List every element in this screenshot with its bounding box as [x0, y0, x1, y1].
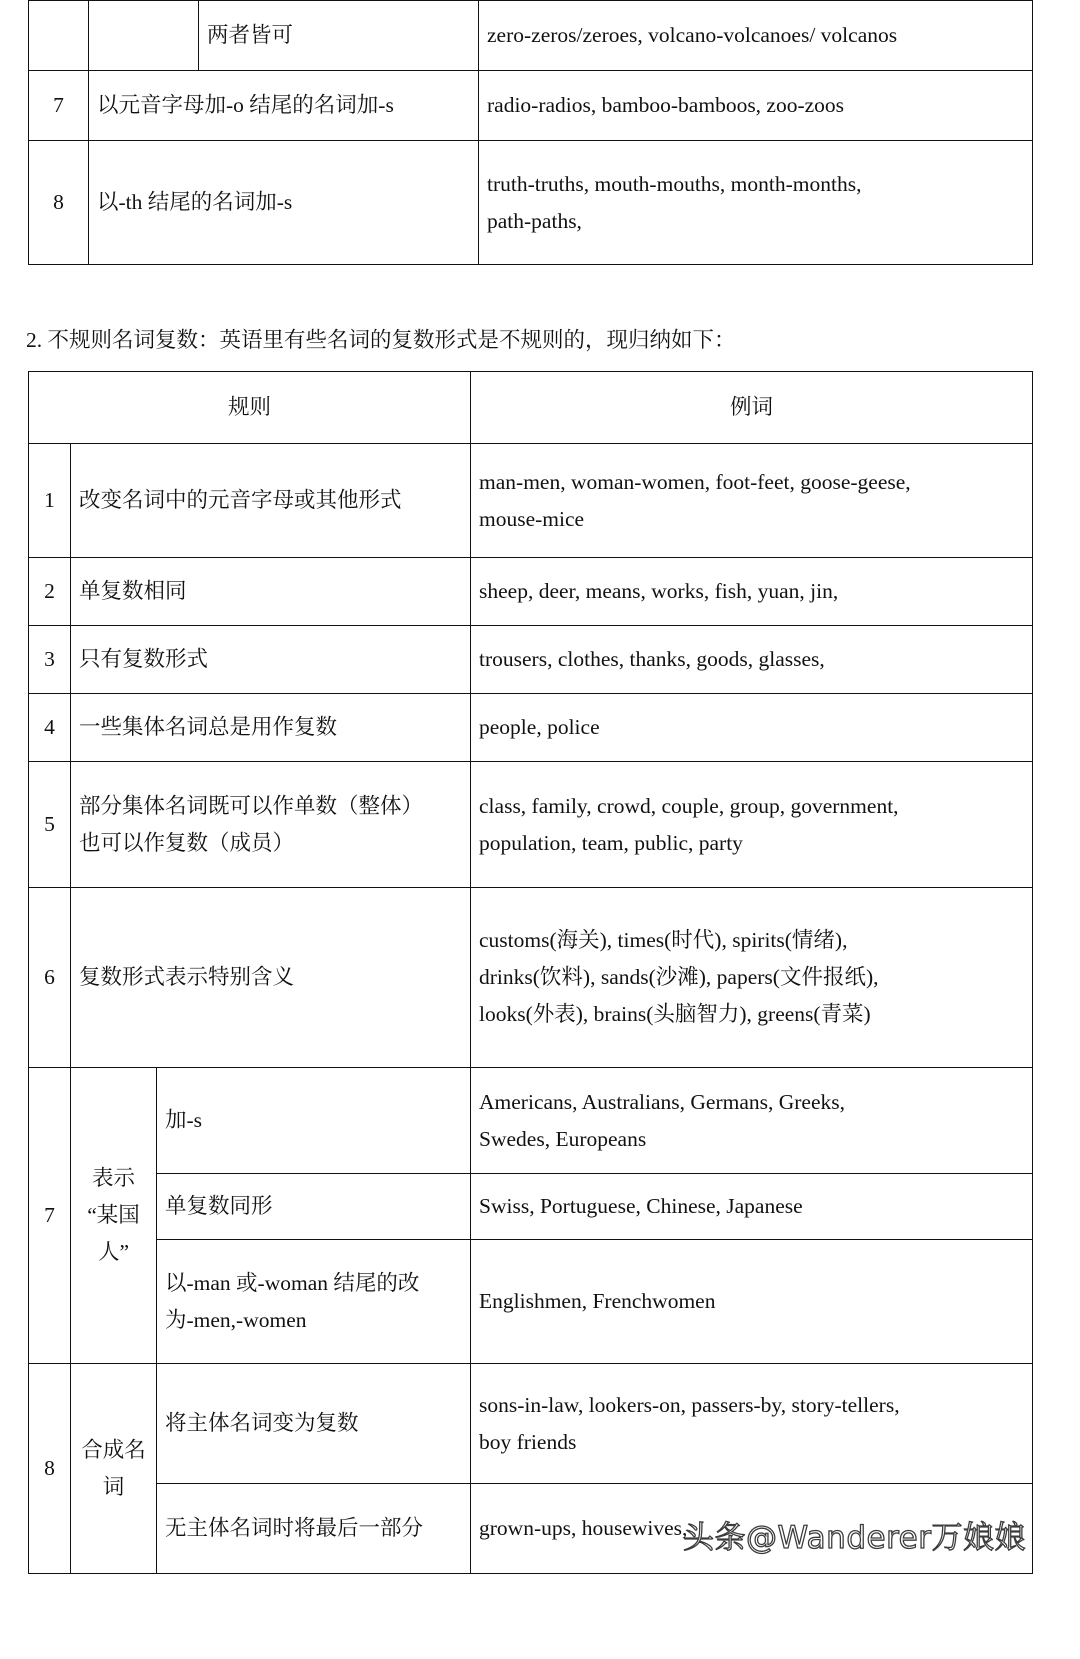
group-label-line: 人” — [97, 1240, 130, 1265]
rule-line: 也可以作复数（成员） — [79, 830, 295, 855]
subrule-cell: 加-s — [157, 1068, 471, 1174]
table-row — [29, 444, 1033, 558]
table-row — [29, 626, 1033, 694]
example-line: people, police — [479, 715, 600, 740]
example-line: mouse-mice — [479, 506, 585, 531]
examples-cell — [471, 626, 1033, 694]
examples-cell — [471, 1484, 1033, 1574]
table-header-row — [29, 372, 1033, 444]
table-row — [29, 1240, 1033, 1364]
rule-line: 部分集体名词既可以作单数（整体） — [79, 793, 424, 818]
subrule-cell — [157, 1240, 471, 1364]
table-row — [29, 1174, 1033, 1240]
example-line: trousers, clothes, thanks, goods, glasses, — [479, 647, 825, 672]
rule-main-cell — [89, 1, 199, 71]
example-line: sheep, deer, means, works, fish, yuan, jin, — [479, 579, 839, 604]
column-header-examples: 例词 — [471, 372, 1033, 444]
group-label-cell — [71, 1364, 157, 1574]
group-label-line: 合成名 — [81, 1437, 146, 1462]
example-line: sons-in-law, lookers-on, passers-by, story-tellers, — [479, 1392, 900, 1417]
examples-cell — [471, 1068, 1033, 1174]
rule-cell: 复数形式表示特别含义 — [71, 888, 471, 1068]
table-row — [29, 141, 1033, 265]
example-line: boy friends — [479, 1429, 577, 1454]
rule-cell: 一些集体名词总是用作复数 — [71, 694, 471, 762]
table-row — [29, 1, 1033, 71]
example-line: grown-ups, housewives, — [479, 1516, 688, 1541]
table-row — [29, 762, 1033, 888]
row-number: 6 — [29, 888, 71, 1068]
example-line: Swedes, Europeans — [479, 1126, 647, 1151]
example-line: Swiss, Portuguese, Chinese, Japanese — [479, 1194, 803, 1219]
example-line: Americans, Australians, Germans, Greeks, — [479, 1089, 846, 1114]
group-label-cell — [71, 1068, 157, 1364]
examples-cell — [471, 1364, 1033, 1484]
example-line: drinks(饮料), sands(沙滩), papers(文件报纸), — [479, 965, 879, 990]
row-number: 8 — [29, 141, 89, 265]
rule-cell: 以元音字母加-o 结尾的名词加-s — [89, 71, 479, 141]
row-number: 8 — [29, 1364, 71, 1574]
subrule-cell: 无主体名词时将最后一部分 — [157, 1484, 471, 1574]
examples-cell — [471, 1174, 1033, 1240]
example-line: looks(外表), brains(头脑智力), greens(青菜) — [479, 1002, 871, 1027]
example-line: zero-zeros/zeroes, volcano-volcanoes/ volcanos — [487, 23, 898, 48]
row-number — [29, 1, 89, 71]
examples-cell — [479, 1, 1033, 71]
examples-cell — [471, 1240, 1033, 1364]
table-row — [29, 71, 1033, 141]
irregular-plurals-table — [28, 371, 1033, 1574]
table-row — [29, 1484, 1033, 1574]
group-label-line: 词 — [102, 1474, 125, 1499]
example-line: Englishmen, Frenchwomen — [479, 1289, 716, 1314]
row-number: 5 — [29, 762, 71, 888]
row-number: 7 — [29, 1068, 71, 1364]
rule-cell: 改变名词中的元音字母或其他形式 — [71, 444, 471, 558]
examples-cell — [479, 141, 1033, 265]
row-number: 1 — [29, 444, 71, 558]
examples-cell — [471, 558, 1033, 626]
example-line: path-paths, — [487, 208, 582, 233]
example-line: man-men, woman-women, foot-feet, goose-geese, — [479, 469, 911, 494]
example-line: truth-truths, mouth-mouths, month-months, — [487, 171, 862, 196]
examples-cell — [471, 694, 1033, 762]
rule-cell: 只有复数形式 — [71, 626, 471, 694]
example-line: customs(海关), times(时代), spirits(情绪), — [479, 928, 848, 953]
table-row — [29, 694, 1033, 762]
row-number: 3 — [29, 626, 71, 694]
rule-line: 为-men,-women — [165, 1307, 307, 1332]
rule-cell: 单复数相同 — [71, 558, 471, 626]
table-row — [29, 888, 1033, 1068]
examples-cell — [471, 444, 1033, 558]
group-label-line: “某国 — [87, 1203, 140, 1228]
examples-cell — [479, 71, 1033, 141]
regular-plurals-table — [28, 0, 1033, 265]
row-number: 2 — [29, 558, 71, 626]
example-line: class, family, crowd, couple, group, government, — [479, 793, 899, 818]
rule-line: 以-man 或-woman 结尾的改 — [165, 1270, 420, 1295]
subrule-cell: 单复数同形 — [157, 1174, 471, 1240]
rule-cell: 以-th 结尾的名词加-s — [89, 141, 479, 265]
column-header-rule: 规则 — [29, 372, 471, 444]
examples-cell — [471, 888, 1033, 1068]
rule-cell — [71, 762, 471, 888]
rule-sub-cell: 两者皆可 — [199, 1, 479, 71]
subrule-cell: 将主体名词变为复数 — [157, 1364, 471, 1484]
examples-cell — [471, 762, 1033, 888]
row-number: 4 — [29, 694, 71, 762]
example-line: population, team, public, party — [479, 830, 743, 855]
table-row — [29, 1068, 1033, 1174]
group-label-line: 表示 — [91, 1166, 135, 1191]
table-row — [29, 558, 1033, 626]
row-number: 7 — [29, 71, 89, 141]
table-row — [29, 1364, 1033, 1484]
example-line: radio-radios, bamboo-bamboos, zoo-zoos — [487, 93, 845, 118]
section-heading: 2. 不规则名词复数：英语里有些名词的复数形式是不规则的，现归纳如下： — [26, 328, 736, 352]
